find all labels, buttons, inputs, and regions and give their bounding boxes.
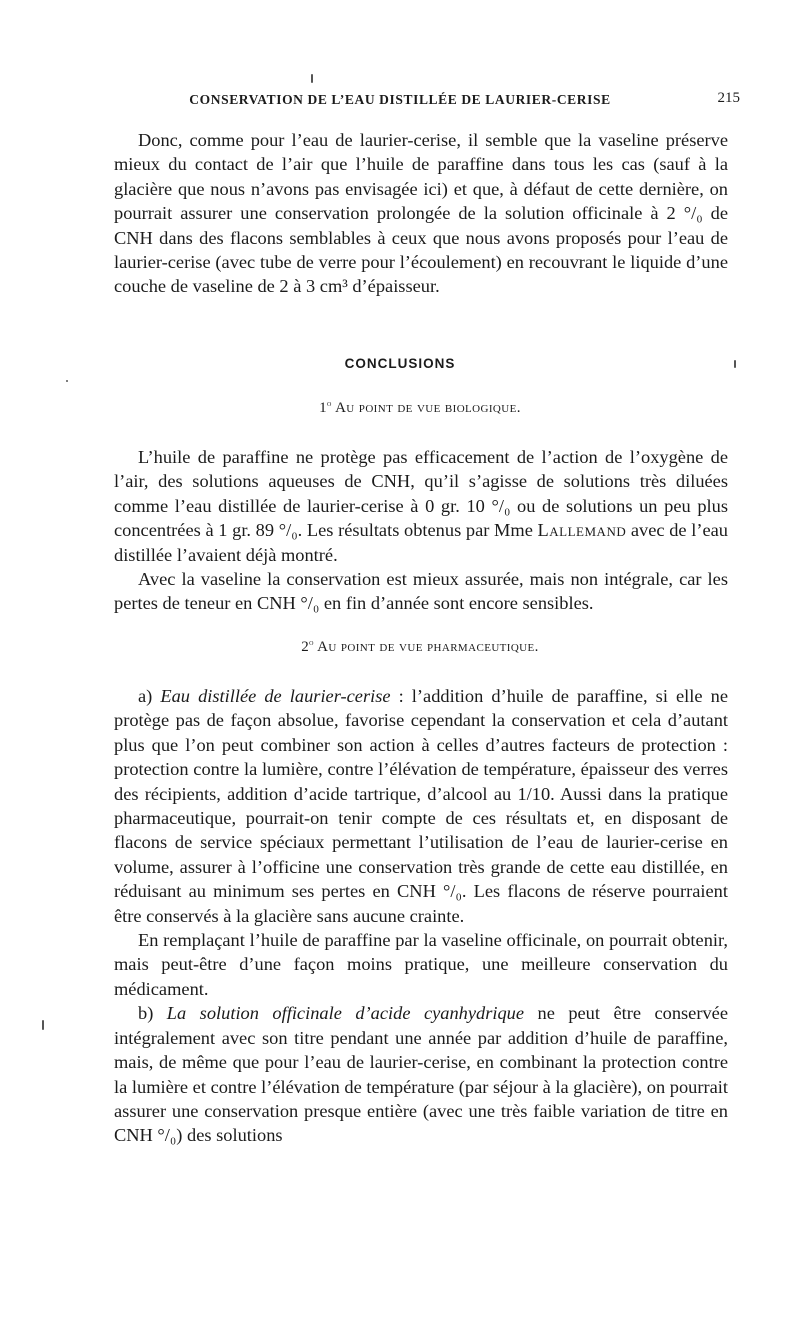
scan-speck [311, 74, 313, 83]
scan-speck [66, 380, 68, 382]
pharmaceutical-paragraph-a: a) Eau distillée de laurier-cerise : l’addition d’huile de paraffine, si elle ne protège pas de façon absolue, favorise cependant la conservation et cela d’autant plus que l’on peut combiner son action à celles d’autres facteurs de protection : protection contre la lumière, contre l’élévation de température, épaisseur des verres des récipients, addition d’acide tartrique, d’alcool au 1/10. Aussi dans la pratique pharmaceutique, pourrait-on tenir compte de ces résultats et, en disposant de flacons de service spéciaux permettant l’utilisation de l’eau de laurier-cerise en volume, assurer à l’officine une conservation très grande de cette eau distillée, en réduisant au minimum ses pertes en CNH °/₀. Les flacons de réserve pourraient être conservés à la glacière sans aucune crainte. [114, 686, 728, 926]
scan-speck [42, 1020, 44, 1030]
subheading-pharmaceutical [0, 637, 800, 656]
intro-text: Donc, comme pour l’eau de laurier-cerise, il semble que la vaseline préserve mieux du contact de l’air que l’huile de paraffine dans tous les cas (sauf à la glacière que nous n’avons pas envisagée ici) et que, à défaut de cette dernière, on pourrait assurer une conservation prolongée de la solution officinale à 2 °/₀ de CNH dans des flacons semblables à ceux que nous avons proposés pour l’eau de laurier-cerise (avec tube de verre pour l’écoulement) en recouvrant le liquide d’une couche de vaseline de 2 à 3 cm³ d’épaisseur. [114, 130, 728, 297]
author-name: Lallemand [537, 520, 627, 541]
subheading-biological-title: Au point de vue biologique. [335, 400, 521, 416]
author-title: Mme [494, 520, 533, 541]
subheading-biological [0, 398, 800, 417]
pharmaceutical-section [114, 684, 728, 1148]
conclusions-heading: CONCLUSIONS [344, 356, 456, 371]
biological-paragraph-2: Avec la vaseline la conservation est mieux assurée, mais non intégrale, car les pertes de teneur en CNH °/₀ en fin d’année sont encore sensibles. [114, 569, 728, 614]
biological-paragraph-1: L’huile de paraffine ne protège pas efficacement de l’action de l’oxygène de l’air, des solutions aqueuses de CNH, qu’il s’agisse de solutions très diluées comme l’eau distillée de laurier-cerise à 0 gr. 10 °/₀ ou de solutions un peu plus concentrées à 1 gr. 89 °/₀. Les résultats obtenus par Mme Lallemand avec de l’eau distillée l’avaient déjà montré. [114, 447, 729, 565]
page-number: 215 [717, 90, 740, 106]
subheading-biological-number: 1$^o$ [319, 398, 332, 416]
pharmaceutical-paragraph-b: b) La solution officinale d’acide cyanhydrique ne peut être conservée intégralement avec son titre pendant une année par addition d’huile de paraffine, mais, de même que pour l’eau de laurier-cerise, en combinant la protection contre la lumière et contre l’élévation de température (par séjour à la glacière), on pourrait assurer une conservation presque entière (avec une très faible variation de titre en CNH °/₀) des solutions [114, 1003, 728, 1146]
scan-speck [734, 360, 736, 368]
subheading-pharmaceutical-number: 2$^o$ [301, 637, 314, 655]
intro-paragraph [114, 128, 728, 299]
subheading-pharmaceutical-title: Au point de vue pharmaceutique. [317, 639, 539, 655]
biological-section [114, 445, 728, 616]
running-head: CONSERVATION DE L’EAU DISTILLÉE DE LAURIER-CERISE [189, 92, 611, 107]
pharmaceutical-paragraph-a-continued: En remplaçant l’huile de paraffine par la vaseline officinale, on pourrait obtenir, mais peut-être d’une façon moins pratique, une meilleure conservation du médicament. [114, 930, 728, 999]
item-b-title: La solution officinale d’acide cyanhydrique [166, 1003, 525, 1024]
item-a-title: Eau distillée de laurier-cerise [160, 686, 391, 706]
